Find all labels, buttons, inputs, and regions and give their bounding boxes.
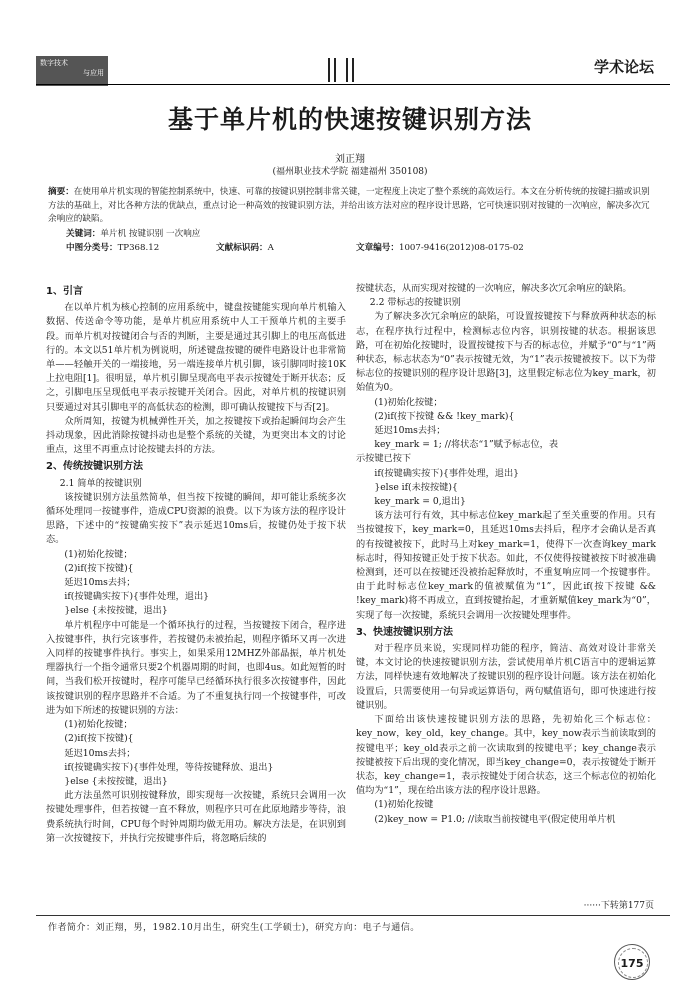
doc-code-label: 文献标识码： (216, 243, 268, 253)
section-label: 学术论坛 (593, 58, 654, 76)
paragraph: 在以单片机为核心控制的应用系统中，键盘按键能实现向单片机输入数据、传送命令等功能，是单片机应用系统中人工干预单片机的主要手段。而单片机对按键闭合与否的判断，主要是通过其引脚上的电压高低进行的。本文以51单片机为例说明，所述键盘按键的硬件电路设计也非常简单——轻触开关的一端接地，另一端连接单片机引脚，该引脚同时接10K上拉电阻[1]。很明显，单片机引脚呈现高电平表示按键处于断开状态；反之，引脚电压呈现低电平表示按键开关闭合。因此，对单片机的按键识别只要通过对其引脚电平的高低状态的检测，即可确认按键按下与否[2]。 (46, 302, 346, 413)
keywords (66, 227, 200, 239)
paper-title: 基于单片机的快速按键识别方法 (167, 105, 532, 134)
code-line: (2)if(按下按键){ (64, 733, 134, 745)
heading-fast-method: 3、快速按键识别方法 (356, 626, 453, 638)
subheading-flag: 2.2 带标志的按键识别 (369, 297, 461, 309)
code-line: (2)if(按下按键){ (64, 562, 134, 574)
left-column (46, 282, 346, 846)
footer-rule (36, 915, 670, 916)
code-line: key_mark = 0,退出} (374, 496, 466, 508)
code-line: if(按键确实按下){事件处理，等待按键释放、退出} (64, 761, 274, 773)
clc-value: TP368.12 (117, 243, 160, 253)
paragraph: 众所周知，按键为机械弹性开关，加之按键按下或抬起瞬间均会产生抖动现象，因此消除按键抖动也是整个系统的关键，为更突出本文的讨论重点，这里不再重点讨论按键去抖的方法。 (46, 415, 346, 456)
code-line: (1)初始化按键 (374, 799, 434, 811)
heading-traditional-methods: 2、传统按键识别方法 (46, 461, 143, 473)
paragraph: 为了解决多次冗余响应的缺陷，可设置按键按下与释放两种状态的标志，在程序执行过程中，检测标志位内容，识别按键的状态。根据该思路，可在初始化按键时，设置按键按下与否的标志位，并赋予“0”与“1”两种状态，标志状态为“0”表示按键无效，为“1”表示按键被按下。以下为带标志位的按键识别的程序设计思路[3]，这里假定标志位为key_mark，初始值为0。 (356, 311, 656, 394)
continued-note: ······下转第177页 (583, 901, 654, 911)
code-line: 示按键已按下 (356, 453, 412, 465)
paragraph: 对于程序员来说，实现同样功能的程序，简洁、高效对设计非常关键，本文讨论的快速按键识别方法，尝试使用单片机C语言中的逻辑运算方法，同样快速有效地解决了按键识别的程序设计问题。该方法在初始化设置后，只需要使用一句异或运算语句，两句赋值语句，即可快速进行按键识别。 (356, 643, 656, 711)
code-line: 延迟10ms去抖； (374, 425, 446, 437)
code-line: (1)初始化按键； (64, 719, 133, 731)
paragraph: 该方法可行有效，其中标志位key_mark起了至关重要的作用。只有当按键按下，key_mark=0，且延迟10ms去抖后，程序才会确认是否真的有按键被按下，此时马上对key_mark=1，使得下一次查询key_mark标志时，得知按键正处于按下状态。如此，不仅使得按键被按下时被准确检测到，还可以在按键还没被抬起释放时，不重复响应同一个按键事件。由于此时标志位key_mark的值被赋值为“1”，因此if(按下按键 && !key_mark)将不再成立，直到按键抬起，才重新赋值key_mark为“0”，实现了每一次按键，系统只会调用一次按键处理事件。 (356, 510, 656, 621)
paragraph: 按键状态，从而实现对按键的一次响应，解决多次冗余响应的缺陷。 (356, 283, 632, 294)
code-line: (1)初始化按键； (64, 548, 133, 560)
journal-logo (36, 56, 108, 86)
paragraph: 单片机程序中可能是一个循环执行的过程，当按键按下闭合，程序进入按键事件，执行完该事件，若按键仍未被抬起，则程序循环又再一次进入同样的按键事件执行。事实上，如果采用12MHZ外部晶振，单片机处理器执行一个指令通常只要2个机器周期的时间，也即4us。如此短暂的时间，当我们松开按键时，程序可能早已经循环执行很多次按键事件，因此该按键识别的程序思路并不合适。为了不重复执行同一个按键事件，可改进为如下所述的按键识别的方法： (46, 619, 346, 716)
paragraph: 该按键识别方法虽然简单，但当按下按键的瞬间，却可能让系统多次循环处理同一按键事件，造成CPU资源的浪费。以下为该方法的程序设计思路，下述中的“按键确实按下”表示延迟10ms后，按键仍处于按下状态。 (46, 491, 346, 546)
author-affiliation: (福州职业技术学院 福建福州 350108) (272, 167, 428, 177)
paragraph: 此方法虽然可识别按键释放，即实现每一次按键，系统只会调用一次按键处理事件，但若按键一直不释放，则程序只可在此原地踏步等待，浪费系统执行时间，CPU每个时钟周期均做无用功。解决方法是，在识别到第一次按键按下，并执行完按键事件后，将忽略后续的 (46, 790, 346, 844)
author-name: 刘正翔 (335, 154, 365, 165)
heading-introduction: 1、引言 (46, 286, 83, 297)
abstract (48, 186, 658, 227)
clc-label: 中图分类号： (66, 243, 118, 253)
badge-ring (618, 948, 648, 978)
paragraph: 下面给出该快速按键识别方法的思路，先初始化三个标志位：key_now，key_old，key_change。其中，key_now表示当前读取到的按键电平；key_old表示之前一次读取到的按键电平；key_change表示按键被按下后出现的变化情况，即当key_change=0，表示按键处于断开状态，key_change=1，表示按键处于闭合状态，这三个标志位的初始化值均为“1”，现在给出该方法的程序设计思路。 (356, 714, 656, 797)
abstract-text: 在使用单片机实现的智能控制系统中，快速、可靠的按键识别控制非常关键，一定程度上决定了整个系统的高效运行。本文在分析传统的按键扫描或识别方法的基础上，对比各种方法的优缺点，重点讨论一种高效的按键识别方法，并给出该方法对应的程序设计思路，它可快速识别对按键的一次响应，解决多次冗余响应的缺陷。 (48, 187, 650, 225)
article-number-value: 1007-9416(2012)08-0175-02 (398, 243, 524, 253)
classification-line (66, 241, 658, 253)
right-column (356, 282, 656, 827)
code-line: }else {未按按键，退出} (64, 775, 168, 787)
header-decoration-bars (326, 58, 354, 82)
article-number-label: 文章编号： (356, 243, 399, 253)
abstract-label: 摘要： (48, 187, 74, 197)
code-line: (2)if(按下按键 && !key_mark){ (374, 410, 515, 422)
code-line: (1)初始化按键； (374, 396, 443, 408)
page-number-badge (614, 944, 650, 980)
logo-line-2: 与应用 (83, 69, 104, 77)
subheading-simple: 2.1 简单的按键识别 (59, 477, 142, 489)
keywords-text: 单片机 按键识别 一次响应 (100, 229, 201, 239)
page-number: 175 (620, 957, 644, 970)
code-line: }else {未按按键，退出} (64, 605, 168, 617)
code-line: (2)key_now = P1.0; //读取当前按键电平(假定使用单片机 (374, 813, 616, 825)
author-footnote: 作者简介：刘正翔，男，1982.10月出生，研究生(工学硕士)，研究方向：电子与通信。 (48, 923, 420, 933)
keywords-label: 关键词： (66, 229, 101, 239)
code-line: }else if(未按按键){ (374, 481, 458, 493)
code-line: if(按键确实按下){事件处理，退出} (64, 591, 210, 603)
code-line: key_mark = 1; //将状态“1”赋予标志位，表 (374, 439, 559, 451)
header-rule (36, 84, 670, 85)
code-line: 延迟10ms去抖； (64, 577, 136, 589)
logo-line-1: 数字技术 (40, 59, 68, 67)
doc-code-value: A (267, 243, 274, 253)
code-line: if(按键确实按下){事件处理，退出} (374, 467, 520, 479)
code-line: 延迟10ms去抖； (64, 747, 136, 759)
